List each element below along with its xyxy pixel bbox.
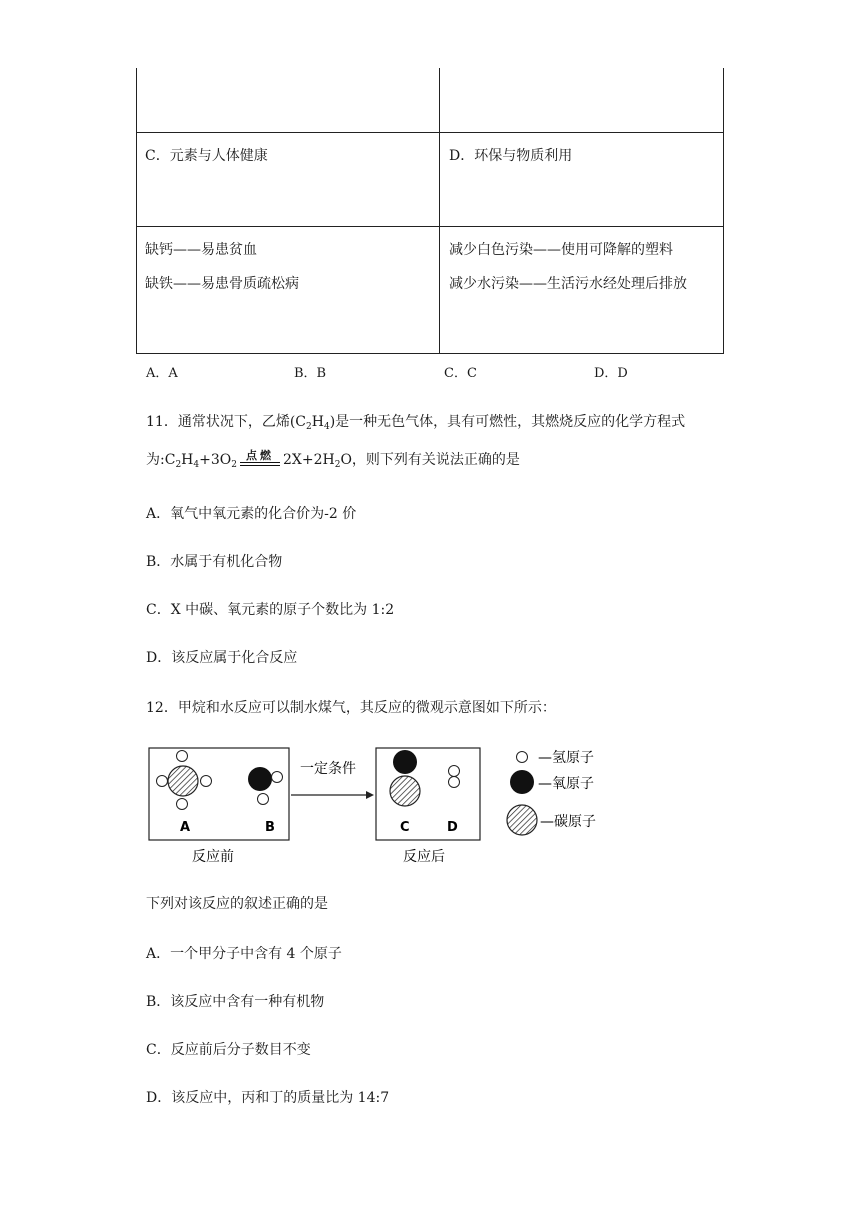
legend-hydrogen-icon [517, 752, 528, 763]
table-row-divider [136, 132, 724, 133]
arrow-label: 一定条件 [300, 761, 356, 777]
table-row-divider [136, 226, 724, 227]
arrow-head-icon [366, 791, 374, 799]
q12-option-a[interactable]: A．一个甲分子中含有 4 个原子 [146, 946, 342, 962]
label-d: D [447, 820, 458, 835]
table-border-bottom [136, 353, 724, 354]
carbon-atom [390, 776, 420, 806]
hydrogen-atom [201, 776, 212, 787]
q10-option-c[interactable]: C．C [444, 366, 477, 381]
cell-d-line: 减少水污染——生活污水经处理后排放 [449, 276, 687, 292]
hydrogen-atom [272, 772, 283, 783]
legend-hydrogen: —氢原子 [538, 750, 594, 766]
knowledge-table [136, 68, 724, 354]
q12-prompt: 下列对该反应的叙述正确的是 [146, 896, 328, 912]
q12-stem: 12．甲烷和水反应可以制水煤气，其反应的微观示意图如下所示： [146, 700, 556, 716]
equals-bar [240, 462, 280, 463]
condition-label: 点燃 [245, 449, 274, 462]
subscript: 2 [334, 460, 341, 470]
q11-option-b[interactable]: B．水属于有机化合物 [146, 554, 283, 570]
q11-text: +3O [199, 452, 232, 468]
oxygen-atom [393, 750, 417, 774]
q10-option-b[interactable]: B．B [294, 366, 327, 381]
oxygen-atom [248, 767, 272, 791]
equals-bar [240, 465, 280, 466]
legend-carbon-icon [507, 805, 537, 835]
hydrogen-atom [258, 794, 269, 805]
hydrogen-atom [177, 751, 188, 762]
q11-option-c[interactable]: C．X 中碳、氧元素的原子个数比为 1:2 [146, 602, 395, 618]
before-label: 反应前 [192, 849, 234, 865]
q11-stem-line1: 11．通常状况下，乙烯$(C_2H_4)$是一种无色气体，具有可燃性，其燃烧反应的化学方程式 [146, 414, 686, 432]
label-b: B [265, 820, 275, 835]
carbon-atom [168, 766, 198, 796]
q12-option-d[interactable]: D．该反应中，丙和丁的质量比为 14:7 [146, 1090, 390, 1106]
legend-oxygen-icon [510, 770, 534, 794]
subscript: 2 [231, 460, 237, 470]
q11-text: 2X+2H [282, 452, 335, 468]
cell-d-line: 减少白色污染——使用可降解的塑料 [449, 242, 673, 258]
q10-option-a[interactable]: A．A [146, 366, 178, 381]
cell-c-header: C．元素与人体健康 [145, 148, 268, 164]
reaction-condition-arrow [239, 450, 281, 470]
q11-text: 为:C [146, 452, 176, 468]
subscript: 4 [193, 460, 200, 470]
q11-stem-line2: 为$:C_2H_4+3O_2$ 点燃 $2X+2H_2O$，则下列有关说法正确的是 [146, 450, 520, 475]
subscript: 4 [323, 422, 330, 432]
table-border-right [723, 68, 724, 354]
label-c: C [400, 820, 410, 835]
cell-d-header: D．环保与物质利用 [449, 148, 573, 164]
cell-c-line: 缺铁——易患骨质疏松病 [145, 276, 299, 292]
q11-text: 11．通常状况下，乙烯(C [146, 414, 306, 430]
subscript: 2 [175, 460, 182, 470]
q12-option-c[interactable]: C．反应前后分子数目不变 [146, 1042, 311, 1058]
q10-option-d[interactable]: D．D [594, 366, 628, 381]
table-border-left [136, 68, 137, 354]
hydrogen-atom [157, 776, 168, 787]
q11-text: O，则下列有关说法正确的是 [340, 452, 520, 468]
subscript: 2 [306, 422, 312, 432]
hydrogen-atom [449, 766, 460, 777]
table-border-middle [439, 68, 440, 354]
q11-option-d[interactable]: D．该反应属于化合反应 [146, 650, 298, 666]
q12-option-b[interactable]: B．该反应中含有一种有机物 [146, 994, 325, 1010]
reaction-diagram [146, 744, 626, 872]
legend-oxygen: —氧原子 [538, 776, 594, 792]
label-a: A [180, 820, 191, 835]
after-label: 反应后 [403, 849, 445, 865]
reaction-diagram-svg [146, 744, 626, 868]
hydrogen-atom [177, 799, 188, 810]
q11-text: )是一种无色气体，具有可燃性，其燃烧反应的化学方程式 [329, 414, 686, 430]
q11-option-a[interactable]: A．氧气中氧元素的化合价为-2 价 [146, 506, 357, 522]
hydrogen-atom [449, 777, 460, 788]
legend-carbon: —碳原子 [540, 814, 596, 830]
cell-c-line: 缺钙——易患贫血 [145, 242, 257, 258]
